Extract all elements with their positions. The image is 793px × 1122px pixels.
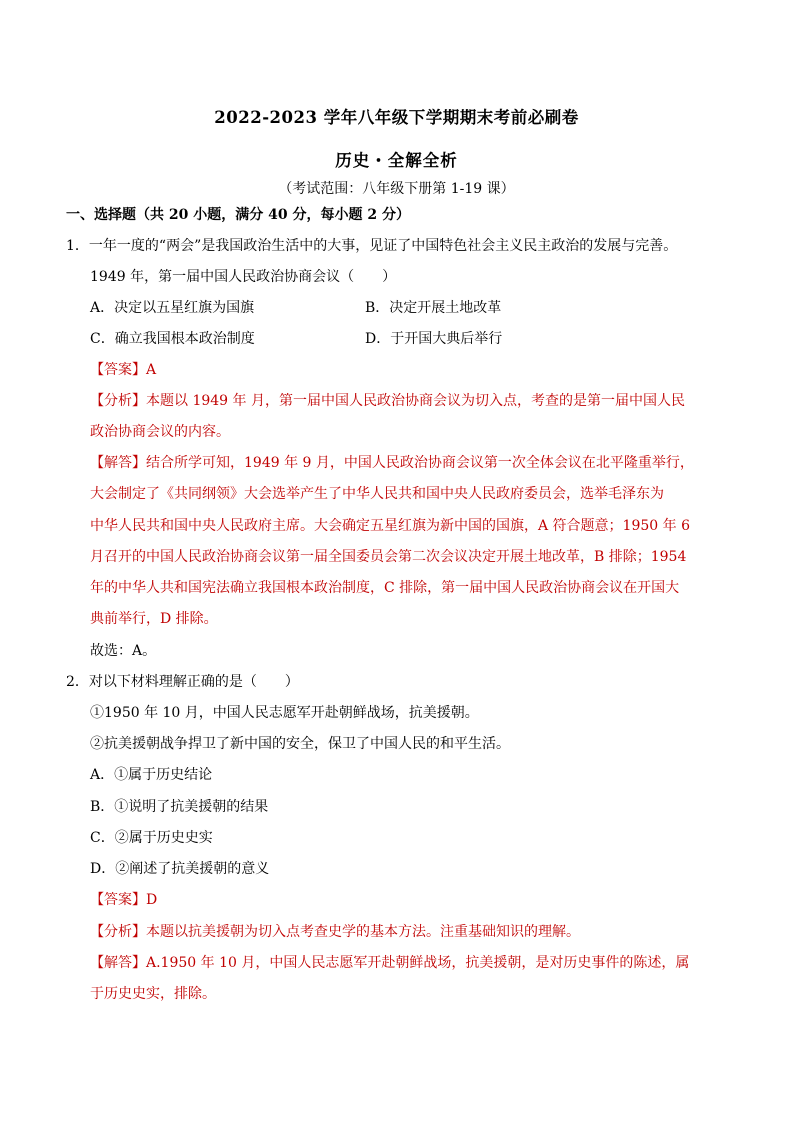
q1-stem-line2: 1949 年，第一届中国人民政治协商会议（ ） — [90, 269, 397, 285]
q1-option-b: B．决定开展土地改革 — [365, 300, 502, 316]
document-subtitle: 历史・全解全析 — [335, 151, 458, 170]
q1-analysis-line2: 政治协商会议的内容。 — [90, 424, 230, 440]
q2-solution-line1: 【解答】A.1950 年 10 月，中国人民志愿军开赴朝鲜战场，抗美援朝，是对历史事件的陈述，属 — [90, 955, 690, 971]
q2-solution-line2: 于历史史实，排除。 — [90, 986, 216, 1002]
q1-option-d: D．于开国大典后举行 — [365, 331, 503, 347]
q1-analysis-line1: 【分析】本题以 1949 年 月，第一届中国人民政治协商会议为切入点，考查的是第一届中国人民 — [90, 393, 685, 409]
q1-option-c: C．确立我国根本政治制度 — [90, 331, 255, 347]
q1-solution-line3: 中华人民共和国中央人民政府主席。大会确定五星红旗为新中国的国旗，A 符合题意；1950 年 6 — [90, 518, 690, 534]
q1-answer: 【答案】A — [90, 362, 157, 378]
q2-material2: ②抗美援朝战争捍卫了新中国的安全，保卫了中国人民的和平生活。 — [90, 736, 510, 752]
q2-option-c: C．②属于历史史实 — [90, 830, 213, 846]
document-title: 2022-2023 学年八年级下学期期末考前必刷卷 — [214, 108, 579, 127]
q1-solution-line2: 大会制定了《共同纲领》大会选举产生了中华人民共和国中央人民政府委员会，选举毛泽东为 — [90, 486, 664, 502]
q2-stem: 2．对以下材料理解正确的是（ ） — [66, 674, 299, 690]
q1-solution-line5: 年的中华人共和国宪法确立我国根本政治制度，C 排除，第一届中国人民政治协商会议在开国大 — [90, 580, 680, 596]
q2-material1: ①1950 年 10 月，中国人民志愿军开赴朝鲜战场，抗美援朝。 — [90, 705, 479, 721]
q1-option-a: A．决定以五星红旗为国旗 — [90, 300, 255, 316]
q1-solution-line6: 典前举行，D 排除。 — [90, 611, 218, 627]
q1-stem-line1: 1．一年一度的“两会”是我国政治生活中的大事，见证了中国特色社会主义民主政治的发展与完善。 — [66, 238, 678, 254]
q2-analysis: 【分析】本题以抗美援朝为切入点考查史学的基本方法。注重基础知识的理解。 — [90, 924, 580, 940]
exam-scope: （考试范围：八年级下册第 1-19 课） — [278, 181, 515, 197]
q2-option-b: B．①说明了抗美援朝的结果 — [90, 799, 269, 815]
q1-conclusion: 故选：A。 — [90, 643, 157, 659]
q2-answer: 【答案】D — [90, 892, 158, 908]
q2-option-d: D．②阐述了抗美援朝的意义 — [90, 861, 270, 877]
section-heading: 一、选择题（共 20 小题，满分 40 分，每小题 2 分） — [66, 207, 410, 223]
q1-solution-line4: 月召开的中国人民政治协商会议第一届全国委员会第二次会议决定开展土地改革，B 排除；1954 — [90, 549, 687, 565]
q2-option-a: A．①属于历史结论 — [90, 767, 213, 783]
q1-solution-line1: 【解答】结合所学可知，1949 年 9 月，中国人民政治协商会议第一次全体会议在北平隆重举行， — [90, 455, 694, 471]
